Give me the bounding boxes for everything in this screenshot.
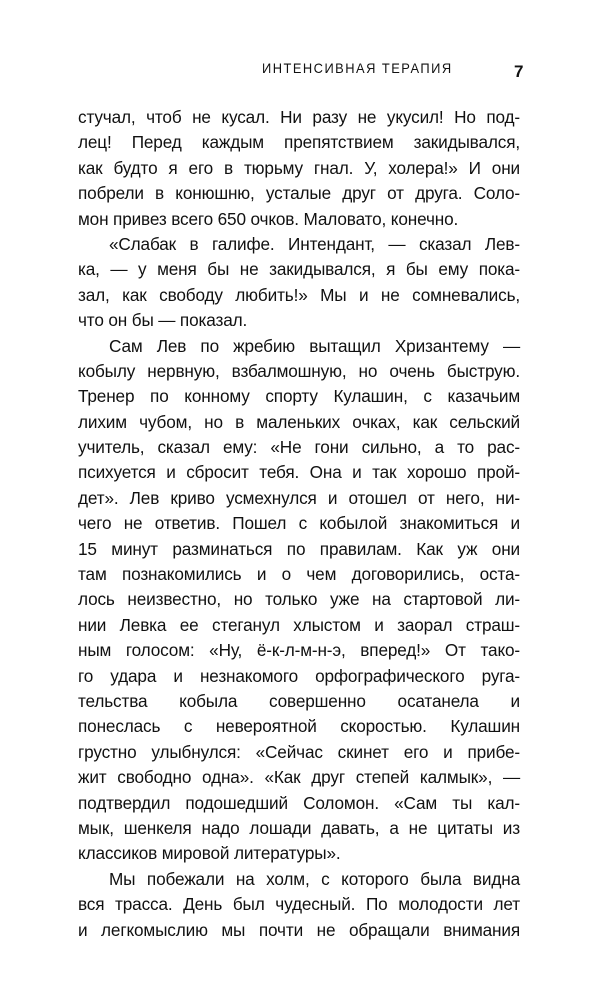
text-line: там познакомились и о чем договорились, оста-: [78, 564, 520, 585]
text-line: как будто я его в тюрьму гнал. У, холера!» И они: [78, 157, 520, 178]
text-line: го удара и незнакомого орфографического руга-: [78, 665, 520, 686]
text-line: подтвердил подошедший Соломон. «Сам ты кал-: [78, 792, 520, 813]
text-line: учитель, сказал ему: «Не гони сильно, а то рас-: [78, 437, 520, 458]
text-line: грустно улыбнулся: «Сейчас скинет его и прибе-: [78, 741, 520, 762]
text-line: чего не ответив. Пошел с кобылой знакомиться и: [78, 513, 520, 534]
text-line: лихим чубом, но в маленьких очках, как сельский: [78, 411, 520, 432]
text-line: психуется и сбросит тебя. Она и так хорошо прой-: [78, 462, 520, 483]
text-line: лец! Перед каждым препятствием закидывался,: [78, 132, 520, 153]
text-line: лось неизвестно, но только уже на стартовой ли-: [78, 589, 520, 610]
text-line: побрели в конюшню, усталые друг от друга. Соло-: [78, 183, 520, 204]
text-line: жит свободно одна». «Как друг степей калмык», —: [78, 767, 520, 788]
text-line: и легкомыслию мы почти не обращали внимания: [78, 919, 520, 940]
text-line: нии Левка ее стеганул хлыстом и заорал страш-: [78, 614, 520, 635]
running-head-title: ИНТЕНСИВНАЯ ТЕРАПИЯ: [262, 60, 453, 76]
text-line: мон привез всего 650 очков. Маловато, конечно.: [78, 208, 459, 229]
paragraph-1: [78, 105, 520, 232]
text-line: 15 минут разминаться по правилам. Как уж они: [78, 538, 520, 559]
paragraph-3: [78, 334, 520, 867]
text-line: дет». Лев криво усмехнулся и отошел от него, ни-: [78, 487, 520, 508]
text-line: классиков мировой литературы».: [78, 843, 341, 864]
text-line: Мы побежали на холм, с которого была видна: [109, 868, 520, 889]
body-text: [78, 105, 520, 943]
page-number: 7: [514, 62, 524, 81]
text-line: ным голосом: «Ну, ё-к-л-м-н-э, вперед!» От тако-: [78, 640, 520, 661]
text-line: стучал, чтоб не кусал. Ни разу не укусил! Но под-: [78, 107, 520, 127]
paragraph-4: [78, 867, 520, 943]
paragraph-2: [78, 232, 520, 334]
text-line: ка, — у меня бы не закидывался, я бы ему пока-: [78, 259, 520, 280]
text-line: Сам Лев по жребию вытащил Хризантему —: [109, 335, 520, 356]
text-line: Тренер по конному спорту Кулашин, с казачьим: [78, 386, 520, 407]
text-line: что он бы — показал.: [78, 310, 248, 331]
text-line: понеслась с невероятной скоростью. Кулашин: [78, 716, 520, 737]
text-line: мык, шенкеля надо лошади давать, а не цитаты из: [78, 817, 520, 838]
text-line: «Слабак в галифе. Интендант, — сказал Лев-: [109, 233, 520, 254]
text-line: вся трасса. День был чудесный. По молодости лет: [78, 894, 520, 915]
text-line: зал, как свободу любить!» Мы и не сомневались,: [78, 284, 520, 305]
text-line: тельства кобыла совершенно осатанела и: [78, 690, 520, 711]
text-line: кобылу нервную, взбалмошную, но очень быструю.: [78, 360, 520, 381]
